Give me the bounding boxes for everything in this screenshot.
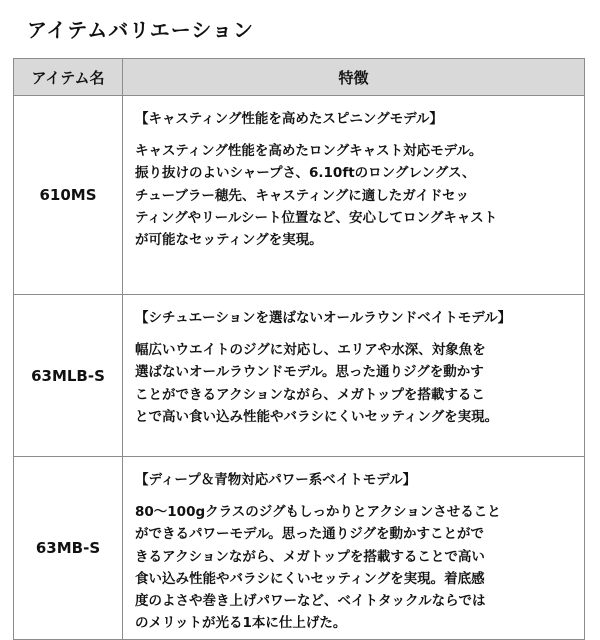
- feature-cell: [123, 295, 585, 457]
- page-title: アイテムバリエーション: [27, 18, 254, 42]
- feature-cell: [123, 457, 585, 640]
- feature-line: ティングやリールシート位置など、安心してロングキャスト: [135, 209, 498, 226]
- feature-line: が可能なセッティングを実現。: [135, 232, 323, 249]
- feature-line: ことができるアクションながら、メガトップを搭載するこ: [135, 386, 485, 403]
- feature-line: 80～100gクラスのジグもしっかりとアクションさせること: [135, 504, 501, 520]
- feature-line: キャスティング性能を高めたロングキャスト対応モデル。: [135, 143, 483, 159]
- feature-line: のメリットが光る1本に仕上げた。: [135, 615, 347, 632]
- table-row: [14, 295, 585, 457]
- feature-line: チューブラー穂先、キャスティングに適したガイドセッ: [135, 187, 469, 204]
- feature-line: 選ばないオールラウンドモデル。思った通りジグを動かす: [135, 364, 484, 381]
- feature-line: 食い込み性能やバラシにくいセッティングを実現。着底感: [135, 570, 485, 587]
- feature-heading: 【キャスティング性能を高めたスピニングモデル】: [135, 111, 443, 127]
- feature-line: きるアクションながら、メガトップを搭載することで高い: [135, 548, 485, 565]
- feature-heading: 【シチュエーションを選ばないオールラウンドベイトモデル】: [135, 310, 512, 326]
- table-header-row: [14, 59, 585, 96]
- feature-line: 振り抜けのよいシャープさ、6.10ftのロングレングス、: [135, 165, 476, 182]
- feature-line: とで高い食い込み性能やバラシにくいセッティングを実現。: [135, 408, 499, 425]
- feature-heading: 【ディープ＆青物対応パワー系ベイトモデル】: [135, 472, 417, 488]
- feature-cell: [123, 96, 585, 295]
- table-row: [14, 457, 585, 640]
- item-variation-table: [13, 58, 585, 640]
- item-name: 63MLB-S: [14, 295, 123, 457]
- header-item-name: アイテム名: [14, 59, 123, 96]
- feature-line: ができるパワーモデル。思った通りジグを動かすことがで: [135, 526, 484, 543]
- item-name: 63MB-S: [14, 457, 123, 640]
- table-row: [14, 96, 585, 295]
- feature-line: 度のよさや巻き上げパワーなど、ベイトタックルならでは: [135, 593, 486, 610]
- item-name: 610MS: [14, 96, 123, 295]
- feature-line: 幅広いウエイトのジグに対応し、エリアや水深、対象魚を: [135, 342, 486, 358]
- header-feature: 特徴: [123, 59, 585, 96]
